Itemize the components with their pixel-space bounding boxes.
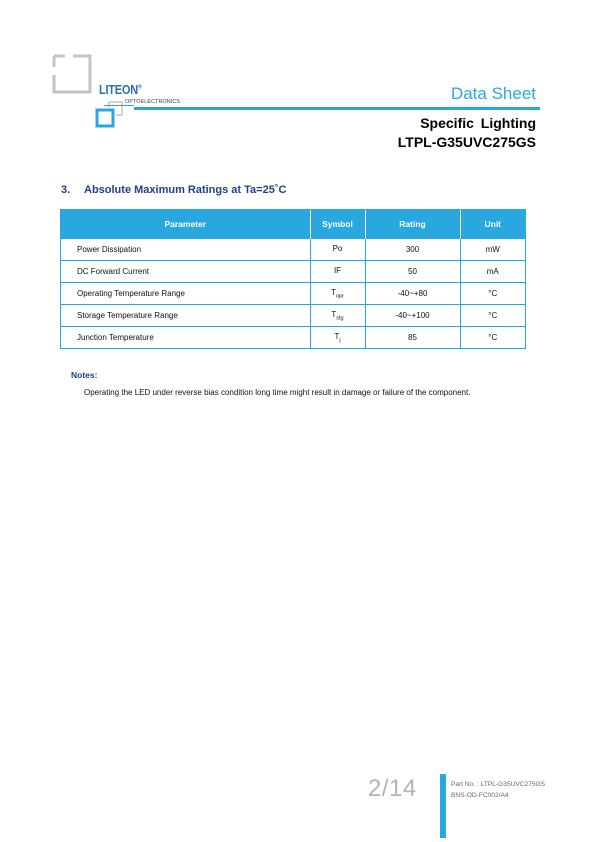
cell-parameter: DC Forward Current xyxy=(61,261,310,283)
footer-accent-bar xyxy=(440,774,446,838)
cell-rating: -40~+100 xyxy=(365,305,460,327)
symbol-subscript: opr xyxy=(335,293,344,300)
doc-type-title: Data Sheet xyxy=(450,84,536,103)
header-unit: Unit xyxy=(460,210,525,239)
table-row xyxy=(61,327,525,349)
cell-parameter: Junction Temperature xyxy=(61,327,310,349)
registered-mark: ® xyxy=(137,84,142,91)
symbol-subscript: stg xyxy=(336,315,344,322)
cell-unit: mA xyxy=(460,261,525,283)
page-number: 2/14 xyxy=(368,775,417,802)
table-row xyxy=(61,305,525,327)
cell-unit: °C xyxy=(460,283,525,305)
symbol-text: T xyxy=(334,331,340,341)
header-rule xyxy=(134,107,540,110)
symbol-text: T xyxy=(331,309,337,319)
cell-unit: mW xyxy=(460,239,525,261)
cell-rating: 50 xyxy=(365,261,460,283)
cell-parameter: Storage Temperature Range xyxy=(61,305,310,327)
brand-subtitle: OPTOELECTRONICS xyxy=(125,99,181,105)
cell-rating: 300 xyxy=(365,239,460,261)
section-title: Absolute Maximum Ratings at Ta=25˚C xyxy=(84,184,287,196)
symbol-subscript: j xyxy=(339,337,341,344)
brand-name xyxy=(99,82,142,97)
cell-symbol xyxy=(310,283,365,305)
table-row xyxy=(61,283,525,305)
cell-parameter: Operating Temperature Range xyxy=(61,283,310,305)
symbol-text: T xyxy=(331,287,336,297)
cell-unit: °C xyxy=(460,305,525,327)
header-parameter: Parameter xyxy=(61,210,310,239)
cell-symbol xyxy=(310,239,365,261)
cell-symbol xyxy=(310,327,365,349)
cell-parameter: Power Dissipation xyxy=(61,239,310,261)
symbol-text: Po xyxy=(332,243,343,253)
cell-rating: -40~+80 xyxy=(365,283,460,305)
note-text: Operating the LED under reverse bias condition long time might result in damage or failure of the component. xyxy=(84,388,471,397)
symbol-text: IF xyxy=(333,265,342,275)
doc-subtitle: Specific Lighting xyxy=(420,115,536,131)
footer-doc-code: BNS-OD-FC002/A4 xyxy=(451,792,509,799)
cell-symbol xyxy=(310,305,365,327)
section-heading xyxy=(61,184,286,196)
header-symbol: Symbol xyxy=(310,210,365,239)
footer-part-number: Part No. : LTPL-G35UVC275GS xyxy=(451,781,546,788)
header-rule-thin xyxy=(104,105,134,106)
cell-unit: °C xyxy=(460,327,525,349)
header-rating: Rating xyxy=(365,210,460,239)
liteon-logo-mark xyxy=(51,53,92,94)
cell-rating: 85 xyxy=(365,327,460,349)
table-header-row xyxy=(61,210,525,239)
section-number: 3. xyxy=(61,184,71,196)
doc-part-number: LTPL-G35UVC275GS xyxy=(397,134,536,150)
notes-label: Notes: xyxy=(71,370,98,380)
ratings-table xyxy=(60,209,526,349)
cell-symbol xyxy=(310,261,365,283)
brand-text: LITEON xyxy=(99,82,138,97)
table-row xyxy=(61,261,525,283)
table-row xyxy=(61,239,525,261)
